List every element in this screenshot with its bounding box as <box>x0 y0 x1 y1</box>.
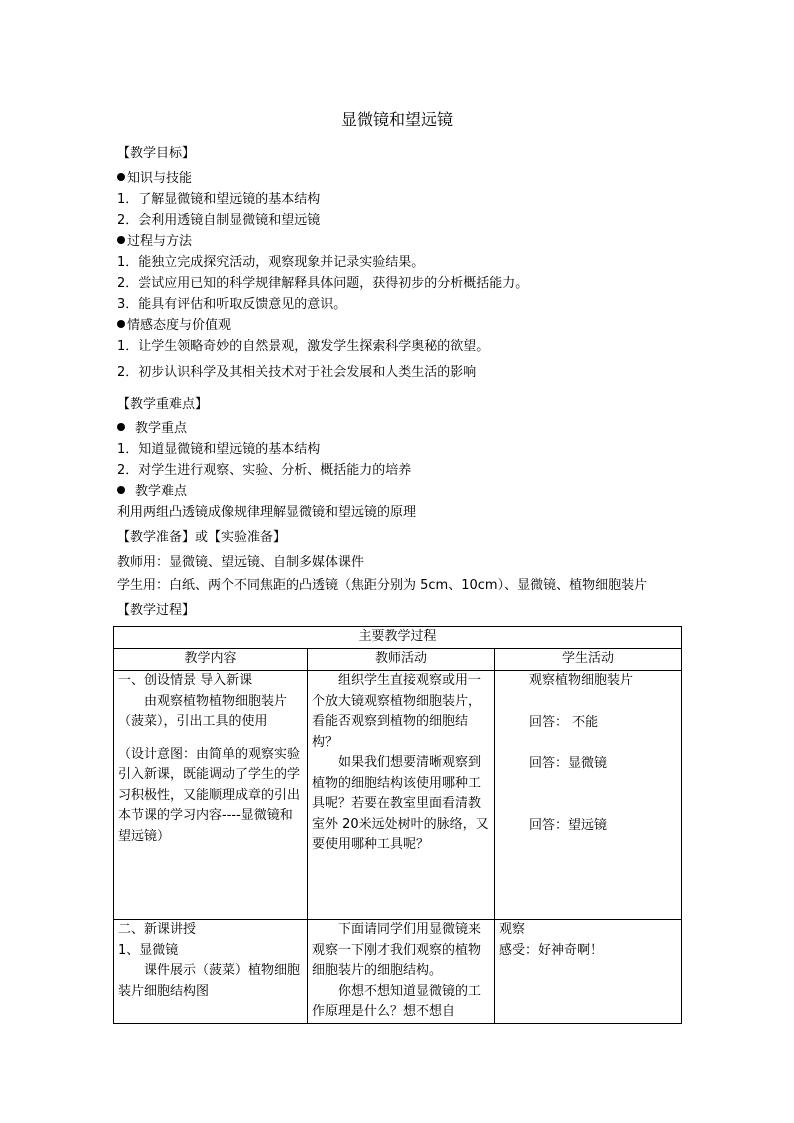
table-header-row <box>114 649 682 671</box>
teacher-text: 组织学生直接观察或用一个放大镜观察植物细胞装片，看能否观察到植物的细胞结构？ <box>312 673 482 750</box>
process-item: 3．能具有评估和听取反馈意见的意识。 <box>117 297 347 312</box>
table-row <box>114 920 682 1024</box>
content-cell <box>114 671 308 920</box>
focus-title: 教学重点 <box>117 420 187 438</box>
teacher-text: 如果我们想要清晰观察到植物的细胞结构该使用哪种工具呢？若要在教室里面看清教室外 20米远处树叶的脉络，又要使用哪种工具呢？ <box>312 755 489 852</box>
content-text: 由观察植物植物细胞装片（菠菜），引出工具的使用 <box>118 693 288 729</box>
student-text: 观察植物细胞装片 <box>529 673 634 688</box>
knowledge-item: 2．会利用透镜自制显微镜和望远镜 <box>117 213 321 228</box>
column-header: 学生活动 <box>495 649 682 671</box>
teacher-text: 你想不想知道显微镜的工作原理是什么？想不想自 <box>312 983 482 1019</box>
attitude-item: 1．让学生领略奇妙的自然景观，激发学生探索科学奥秘的欲望。 <box>117 339 490 354</box>
table-row <box>114 671 682 920</box>
bullet-icon <box>117 486 125 494</box>
attitude-title: 情感态度与价值观 <box>117 317 231 335</box>
bullet-icon <box>117 423 125 431</box>
student-text: 回答：望远镜 <box>529 817 608 833</box>
page-title: 显微镜和望远镜 <box>340 110 453 129</box>
student-text: 观察 <box>499 922 526 937</box>
student-text: 感受：好神奇啊！ <box>499 942 604 958</box>
bullet-icon <box>117 173 125 181</box>
content-text: 课件展示（菠菜）植物细胞装片细胞结构图 <box>118 963 301 999</box>
column-header: 教学内容 <box>114 649 308 671</box>
design-intent: （设计意图：由简单的观察实验引入新课，既能调动了学生的学习积极性，又能顺理成章的引出本节课的学习内容----显微镜和望远镜） <box>118 746 301 844</box>
process-item: 1．能独立完成探究活动，观察现象并记录实验结果。 <box>117 255 425 270</box>
keypoints-heading: 【教学重难点】 <box>117 397 209 412</box>
focus-item: 2．对学生进行观察、实验、分析、概括能力的培养 <box>117 463 412 478</box>
attitude-item: 2．初步认识科学及其相关技术对于社会发展和人类生活的影响 <box>117 365 477 380</box>
section-title: 二、新课讲授 <box>118 922 197 937</box>
process-title: 过程与方法 <box>117 233 192 251</box>
teacher-cell <box>308 671 495 920</box>
teacher-prep: 教师用：显微镜、望远镜、自制多媒体课件 <box>117 555 365 570</box>
process-item: 2．尝试应用已知的科学规律解释具体问题，获得初步的分析概括能力。 <box>117 276 529 291</box>
table-caption-row <box>114 627 682 649</box>
bullet-icon <box>117 320 125 328</box>
teaching-process-table <box>113 626 682 1024</box>
student-text: 回答：显微镜 <box>529 756 608 771</box>
focus-item: 1．知道显微镜和望远镜的基本结构 <box>117 442 321 457</box>
column-header: 教师活动 <box>308 649 495 671</box>
difficulty-text: 利用两组凸透镜成像规律理解显微镜和望远镜的原理 <box>117 505 417 520</box>
teacher-cell <box>308 920 495 1024</box>
content-cell <box>114 920 308 1024</box>
student-cell <box>495 920 682 1024</box>
process-heading: 【教学过程】 <box>117 603 196 618</box>
teacher-text: 下面请同学们用显微镜来观察一下刚才我们观察的植物细胞装片的细胞结构。 <box>312 922 482 978</box>
objectives-heading: 【教学目标】 <box>117 146 196 161</box>
subsection-title: 1、显微镜 <box>118 942 179 958</box>
difficulty-title: 教学难点 <box>117 483 187 501</box>
knowledge-item: 1．了解显微镜和望远镜的基本结构 <box>117 192 321 207</box>
student-text: 回答： 不能 <box>529 714 599 730</box>
preparation-heading: 【教学准备】或【实验准备】 <box>117 530 287 545</box>
table-caption: 主要教学过程 <box>114 627 682 649</box>
student-prep: 学生用：白纸、两个不同焦距的凸透镜（焦距分别为 5cm、10cm）、显微镜、植物细胞装片 <box>117 578 648 593</box>
bullet-icon <box>117 236 125 244</box>
knowledge-title: 知识与技能 <box>117 170 192 188</box>
section-title: 一、创设情景 导入新课 <box>118 673 253 688</box>
student-cell <box>495 671 682 920</box>
